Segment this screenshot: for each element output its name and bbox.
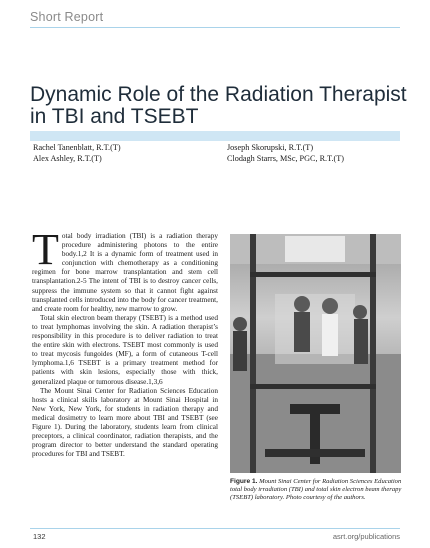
author-name: Alex Ashley, R.T.(T) (33, 153, 102, 163)
body-paragraph: The Mount Sinai Center for Radiation Sciences Education hosts a clinical skills laboratory at Mount Sinai Hospital in New York, New York, for students in radiation therapy and medical dosimetry to learn more about TBI and TSEBT (see Figure 1). During the laboratory, students learn from clinical preceptors, a clinical coordinator, radiation therapists, and the program director to better understand the standard operating procedures for TBI and TSEBT. (32, 386, 218, 459)
body-paragraph: Total skin electron beam therapy (TSEBT) is a method used to treat lymphomas involving the skin. A radiation therapist’s responsibility in this procedure is to deliver radiation to treat the entire skin with electrons. TSEBT most commonly is used to treat mycosis fungoides (MF), a form of cutaneous T-cell lymphoma.1,6 TSEBT is a primary treatment method for patients with skin lesions, especially those with thick, generalized plaque or tumorous disease.1,3,6 (32, 313, 218, 386)
body-paragraph (32, 225, 218, 314)
section-label: Short Report (30, 10, 104, 24)
footer-url[interactable]: asrt.org/publications (332, 532, 400, 541)
author-name: Joseph Skorupski, R.T.(T) (227, 143, 314, 152)
drop-cap: T (32, 225, 59, 274)
paragraph-text: otal body irradiation (TBI) is a radiation therapy procedure administering photons to the entire body.1,2 It is a dynamic form of treatment used in conjunction with chemotherapy as a conditioning regimen for bone marrow transplantation and stem cell transplantation.2-5 The intent of TBI is to destroy cancer cells, suppress the immune system so that it cannot fight against transplanted cells introduced into the body for cancer treatment, and create room for healthy, new marrow to grow. (32, 232, 218, 313)
authors-left (33, 143, 121, 164)
authors-right (227, 143, 344, 164)
title-bar (30, 131, 400, 141)
header-rule (30, 27, 400, 28)
caption-label: Figure 1. (230, 478, 258, 485)
footer-rule (30, 528, 400, 529)
figure-caption (230, 478, 402, 503)
lab-photo (230, 234, 401, 473)
body-text (32, 225, 218, 459)
author-name: Clodagh Starrs, MSc, PGC, R.T.(T) (227, 153, 344, 163)
article-title: Dynamic Role of the Radiation Therapist in TBI and TSEBT (30, 83, 407, 128)
caption-text: Mount Sinai Center for Radiation Sciences Education total body irradiation (TBI) and total skin electron beam therapy (TSEBT) laboratory. Photo courtesy of the authors. (230, 478, 402, 502)
page-number: 132 (33, 532, 46, 541)
author-name: Rachel Tanenblatt, R.T.(T) (33, 143, 121, 152)
